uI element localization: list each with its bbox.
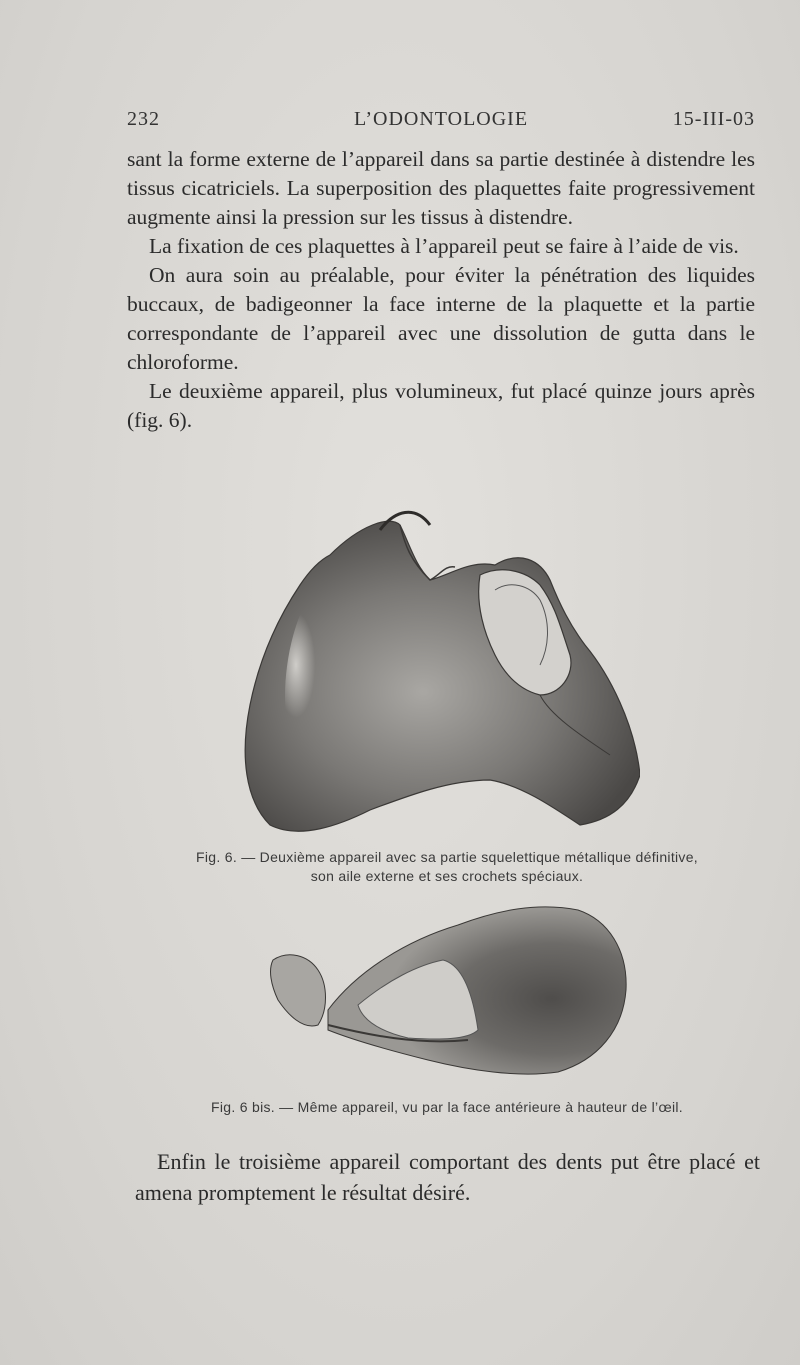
paragraph-4: Le deuxième appareil, plus volumineux, fut placé quinze jours après (fig. 6). [127,379,755,432]
page-number: 232 [127,108,160,130]
final-paragraph: Enfin le troisième appareil comportant des dents put être placé et amena promptement le résultat désiré. [135,1149,760,1205]
issue-date: 15-III-03 [672,108,755,130]
figure-6-caption-line-1: Fig. 6. — Deuxième appareil avec sa partie squelettique métallique définitive, [196,849,698,865]
page-header [127,108,755,138]
final-text [135,1146,760,1208]
dental-appliance-drawing [240,505,640,845]
figure-6-caption [132,848,762,886]
body-text [127,145,755,435]
figure-6-illustration [240,505,640,845]
figure-6-bis-caption: Fig. 6 bis. — Même appareil, vu par la face antérieure à hauteur de l’œil. [211,1099,683,1115]
dental-appliance-front-view-drawing [268,900,630,1080]
figure-6-caption-line-2: son aile externe et ses crochets spéciaux. [310,868,584,884]
running-title: L’ODONTOLOGIE [353,108,529,130]
figure-6-bis-illustration [268,900,630,1080]
paragraph-1: sant la forme externe de l’appareil dans sa partie destinée à distendre les tissus cicatriciels. La superposition des plaquettes faite progressivement augmente ainsi la pression sur les tissus à distendre. [127,147,755,229]
paragraph-2: La fixation de ces plaquettes à l’appareil peut se faire à l’aide de vis. [149,234,739,258]
paragraph-3: On aura soin au préalable, pour éviter la pénétration des liquides buccaux, de badigeonner la face interne de la plaquette et la partie correspondante de l’appareil avec une dissolution de gutta dans le chloroforme. [127,263,755,374]
